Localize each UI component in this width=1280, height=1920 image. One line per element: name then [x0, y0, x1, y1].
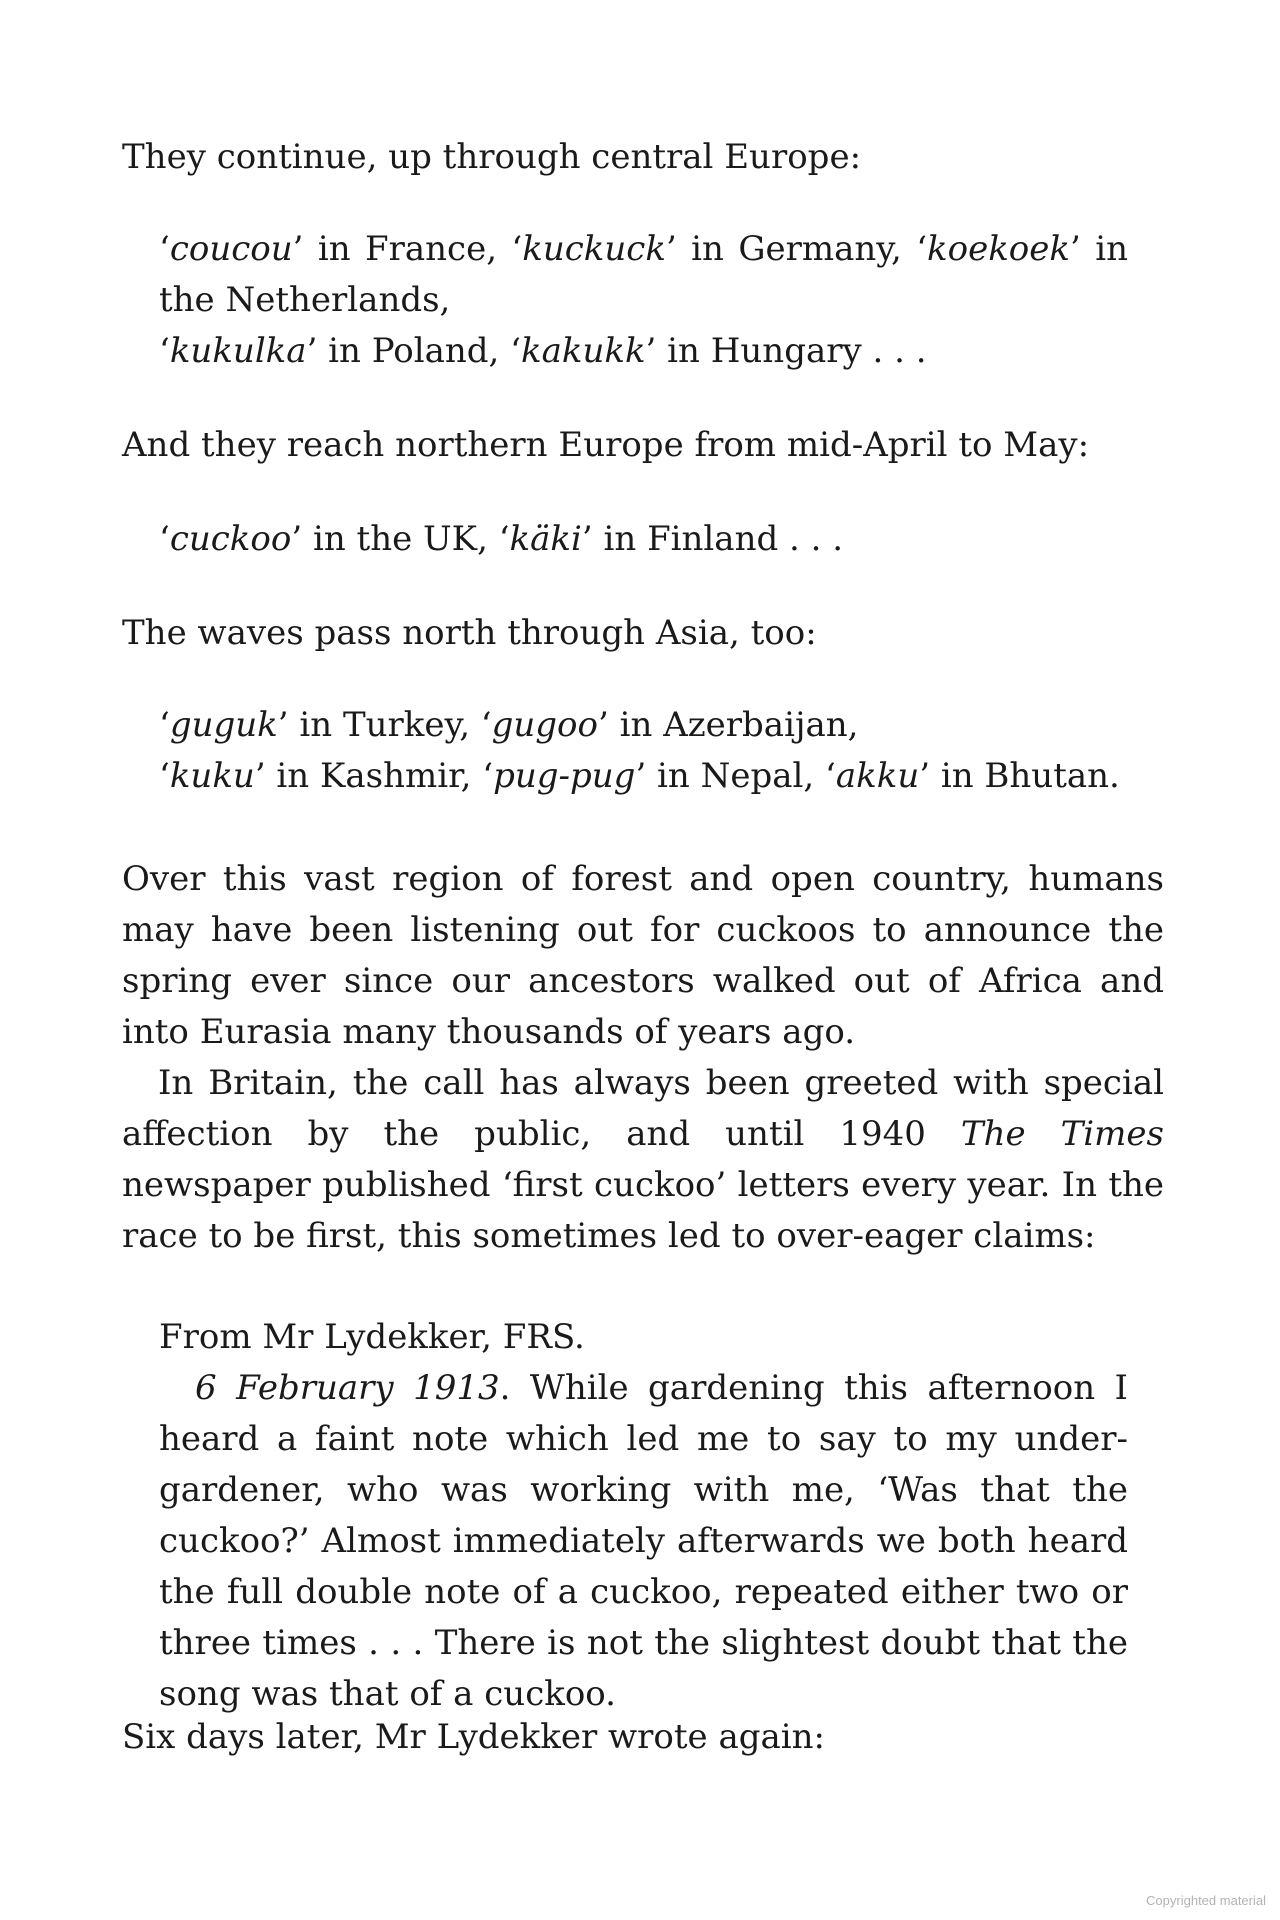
text-germany: in Germany, ‘ [676, 229, 927, 269]
list-line-4: ‘guguk’ in Turkey, ‘gugoo’ in Azerbaijan, [159, 705, 859, 745]
text-uk: in the UK, ‘ [302, 519, 510, 559]
word-kaki: käki [509, 519, 582, 559]
text-azerbaijan: in Azerbaijan, [608, 705, 859, 745]
letter-date: 6 February 1913 [195, 1368, 500, 1408]
paragraph-britain [122, 1058, 1164, 1262]
word-kuku: kuku [169, 756, 255, 796]
paragraph-six-days: Six days later, Mr Lydekker wrote again: [122, 1717, 825, 1757]
text-nepal: in Nepal, ‘ [646, 756, 836, 796]
paragraph-central-europe: They continue, up through central Europe: [122, 137, 862, 177]
word-kukulka: kukulka [169, 331, 307, 371]
list-line-5: ‘kuku’ in Kashmir, ‘pug-pug’ in Nepal, ‘akku’ in Bhutan. [159, 756, 1120, 796]
britain-text-start: In Britain, the call has always been greeted with special affection by the public, and until 1940 [122, 1063, 1164, 1154]
word-guguk: guguk [169, 705, 278, 745]
letter-body [159, 1363, 1128, 1720]
paragraph-northern-europe: And they reach northern Europe from mid-April to May: [122, 425, 1090, 465]
text-poland: in Poland, ‘ [317, 331, 521, 371]
copyright-watermark: Copyrighted material [1146, 1893, 1266, 1908]
list-central-europe [159, 224, 1128, 377]
text-bhutan: in Bhutan. [930, 756, 1120, 796]
letter-text: . While gardening this afternoon I heard a faint note which led me to say to my under-gardener, who was working with me, ‘Was that the cuckoo?’ Almost immediately afterwards we both heard the full double note of a cuckoo, repeated either two or three times . . . There is not the slightest doubt that the song was that of a cuckoo. [159, 1368, 1128, 1714]
paragraph-vast-region: Over this vast region of forest and open country, humans may have been listening out for cuckoos to announce the spring ever since our ancestors walked out of Africa and into Eurasia many thousands of years ago. [122, 859, 1164, 1052]
word-kuckuck: kuckuck [522, 229, 666, 269]
word-akku: akku [835, 756, 920, 796]
text-turkey: in Turkey, ‘ [288, 705, 492, 745]
list-line-2: ‘kukulka’ in Poland, ‘kakukk’ in Hungary . . . [159, 331, 927, 371]
word-pug-pug: pug-pug [493, 756, 636, 796]
newspaper-title: The Times [960, 1114, 1164, 1154]
list-asia [159, 700, 1128, 802]
word-kakukk: kakukk [520, 331, 646, 371]
word-cuckoo: cuckoo [169, 519, 292, 559]
letter-quote [159, 1312, 1128, 1720]
word-coucou: coucou [169, 229, 293, 269]
text-hungary: in Hungary . . . [656, 331, 927, 371]
list-northern-europe [159, 514, 1128, 565]
text-finland: in Finland . . . [592, 519, 844, 559]
list-line-1: ‘coucou’ in France, ‘kuckuck’ in Germany, ‘koekoek’ in the Netherlands, [159, 229, 1128, 320]
text-kashmir: in Kashmir, ‘ [265, 756, 494, 796]
text-netherlands: in the Netherlands, [159, 229, 1128, 320]
text-france: in France, ‘ [303, 229, 523, 269]
word-gugoo: gugoo [491, 705, 598, 745]
list-line-3: ‘cuckoo’ in the UK, ‘käki’ in Finland . . . [159, 519, 844, 559]
paragraph-asia: The waves pass north through Asia, too: [122, 613, 817, 653]
word-koekoek: koekoek [927, 229, 1070, 269]
britain-text-end: newspaper published ‘first cuckoo’ letters every year. In the race to be first, this sometimes led to over-eager claims: [122, 1165, 1164, 1256]
letter-from: From Mr Lydekker, FRS. [159, 1317, 585, 1357]
body-section [122, 854, 1164, 1262]
